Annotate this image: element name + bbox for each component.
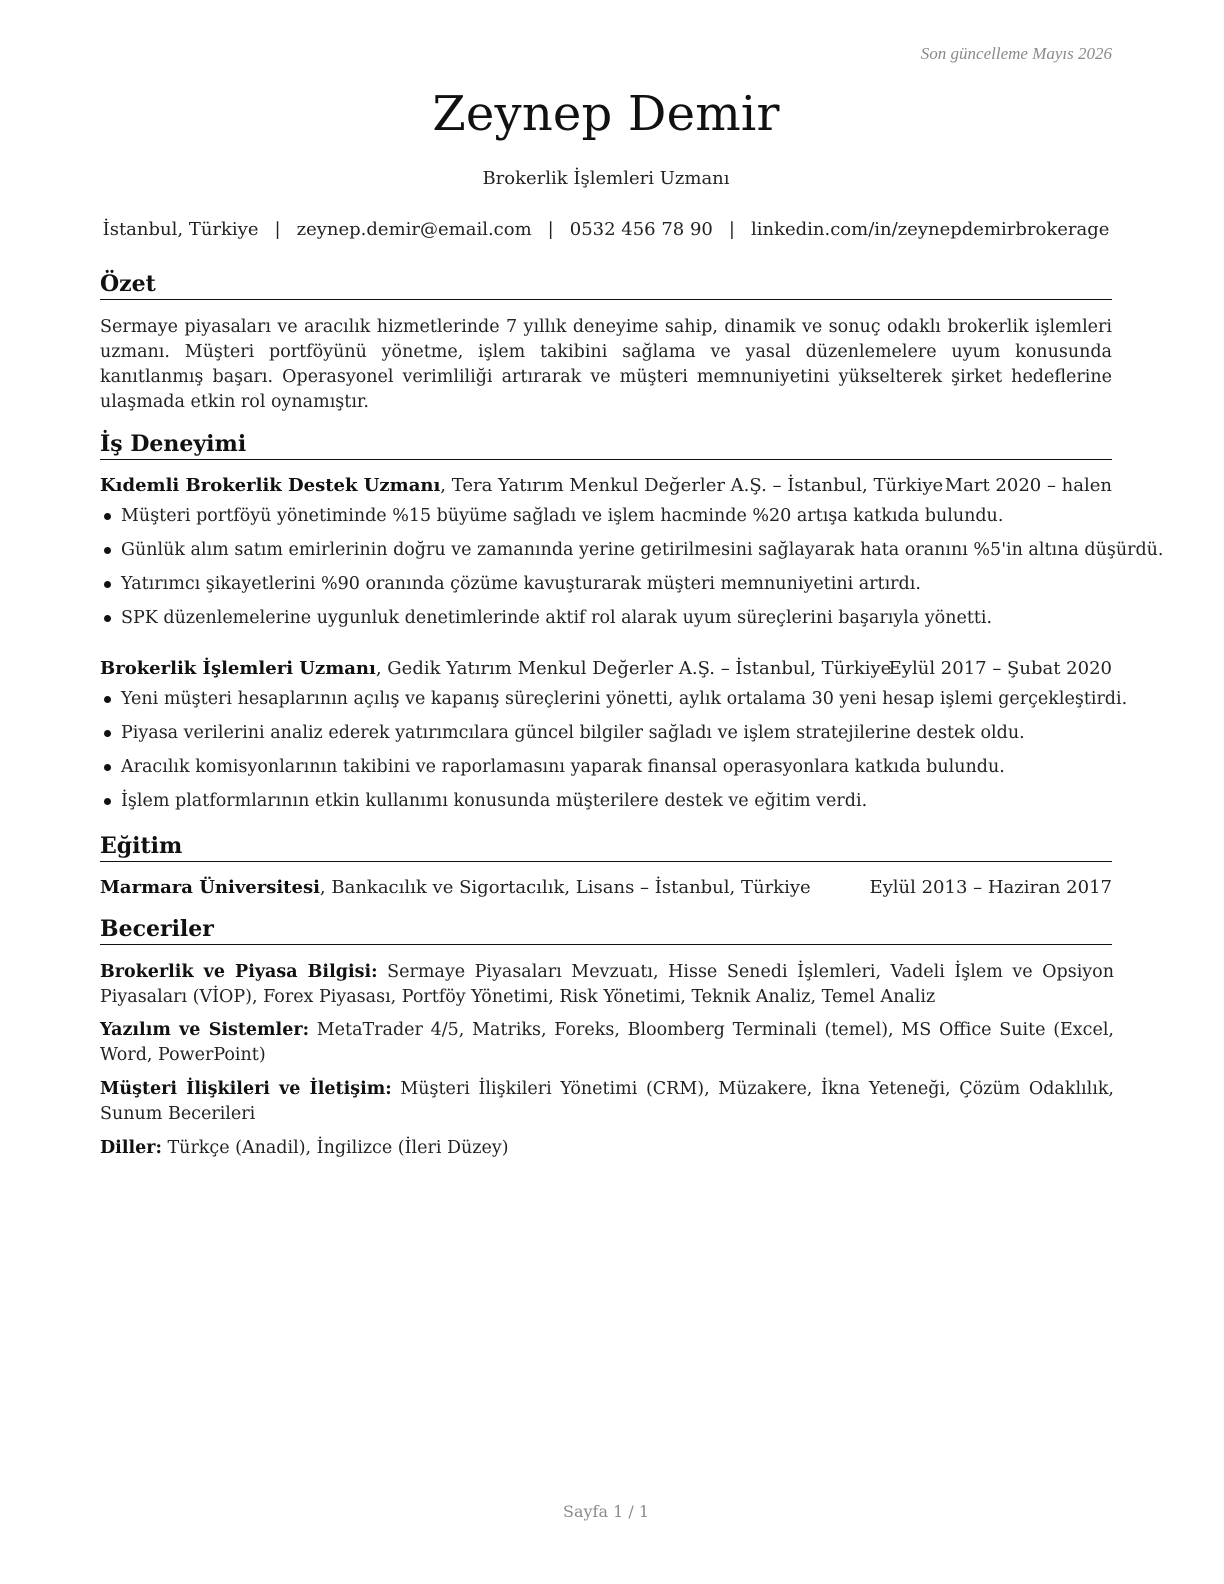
- list-item: [100, 687, 1128, 721]
- bullet-icon: [104, 581, 111, 588]
- skill-label: Diller:: [100, 1138, 162, 1158]
- bullet-icon: [104, 696, 111, 703]
- education-dates: Eylül 2013 – Haziran 2017: [869, 877, 1112, 898]
- job-role: Kıdemli Brokerlik Destek Uzmanı: [100, 475, 441, 496]
- skill-group-brokerage: [100, 960, 1114, 1010]
- contact-location: İstanbul, Türkiye: [102, 219, 259, 240]
- job-dates: Mart 2020 – halen: [944, 475, 1112, 496]
- skill-label: Müşteri İlişkileri ve İletişim:: [100, 1079, 392, 1099]
- job-header-1: [100, 474, 1112, 498]
- contact-separator: |: [728, 219, 735, 240]
- section-title-experience: İş Deneyimi: [100, 431, 1112, 460]
- bullet-text: SPK düzenlemelerine uygunluk denetimlerinde aktif rol alarak uyum süreçlerini başarıyla yönetti.: [121, 608, 993, 628]
- page-number: Sayfa 1 / 1: [562, 1502, 649, 1521]
- job-bullets-1: [100, 504, 1164, 640]
- education-entry: [100, 876, 1112, 900]
- job-company: , Gedik Yatırım Menkul Değerler A.Ş. – İstanbul, Türkiye: [375, 658, 892, 679]
- contact-phone[interactable]: 0532 456 78 90: [569, 219, 713, 240]
- degree-detail: , Bankacılık ve Sigortacılık, Lisans – İstanbul, Türkiye: [319, 877, 811, 898]
- list-item: [100, 504, 1120, 538]
- contact-separator: |: [547, 219, 554, 240]
- school-name: Marmara Üniversitesi: [100, 877, 320, 898]
- resume-page: [100, 0, 1164, 1584]
- contact-email[interactable]: zeynep.demir@email.com: [296, 219, 532, 240]
- skill-group-software: [100, 1018, 1114, 1068]
- section-title-summary: Özet: [100, 271, 1112, 300]
- candidate-headline: Brokerlik İşlemleri Uzmanı: [482, 168, 730, 189]
- job-role: Brokerlik İşlemleri Uzmanı: [100, 658, 376, 679]
- summary-text: Sermaye piyasaları ve aracılık hizmetlerinde 7 yıllık deneyime sahip, dinamik ve sonuç odaklı brokerlik işlemleri uzmanı. Müşteri portföyünü yönetme, işlem takibini sağlama ve yasal düzenlemelere uyum konusunda kanıtlanmış başarı. Operasyonel verimliliği artırarak ve müşteri memnuniyetini yükselterek şirket hedeflerine ulaşmada etkin rol oynamıştır.: [100, 317, 1112, 412]
- contact-separator: |: [274, 219, 281, 240]
- skill-group-languages: [100, 1136, 1114, 1161]
- bullet-icon: [104, 615, 111, 622]
- bullet-text: İşlem platformlarının etkin kullanımı konusunda müşterilere destek ve eğitim verdi.: [121, 791, 868, 811]
- contact-linkedin[interactable]: linkedin.com/in/zeynepdemirbrokerage: [750, 219, 1110, 240]
- section-title-education: Eğitim: [100, 833, 1112, 862]
- section-title-skills: Beceriler: [100, 916, 1112, 945]
- job-header-2: [100, 657, 1112, 681]
- job-bullets-2: [100, 687, 1128, 823]
- bullet-icon: [104, 513, 111, 520]
- bullet-icon: [104, 764, 111, 771]
- skill-group-client-relations: [100, 1077, 1114, 1127]
- bullet-text: Piyasa verilerini analiz ederek yatırımcılara güncel bilgiler sağladı ve işlem stratejilerine destek oldu.: [121, 723, 1025, 743]
- skill-text: Müşteri İlişkileri Yönetimi (CRM), Müzakere, İkna Yeteneği, Çözüm Odaklılık, Sunum Becerileri: [100, 1079, 1114, 1124]
- list-item: [100, 755, 1120, 789]
- job-dates: Eylül 2017 – Şubat 2020: [888, 658, 1112, 679]
- last-updated-note: Son güncelleme Mayıs 2026: [920, 44, 1112, 63]
- list-item: [100, 572, 1120, 606]
- skill-label: Brokerlik ve Piyasa Bilgisi:: [100, 962, 378, 982]
- bullet-text: Müşteri portföyü yönetiminde %15 büyüme sağladı ve işlem hacminde %20 artışa katkıda bulundu.: [121, 506, 1004, 526]
- list-item: [100, 721, 1120, 755]
- job-company: , Tera Yatırım Menkul Değerler A.Ş. – İstanbul, Türkiye: [440, 475, 944, 496]
- list-item: [100, 789, 1120, 823]
- bullet-text: Günlük alım satım emirlerinin doğru ve zamanında yerine getirilmesini sağlayarak hata oranını %5'in altına düşürdü.: [121, 540, 1164, 560]
- bullet-text: Yeni müşteri hesaplarının açılış ve kapanış süreçlerini yönetti, aylık ortalama 30 yeni hesap işlemi gerçekleştirdi.: [121, 689, 1128, 709]
- list-item: [100, 606, 1120, 640]
- skill-text: Sermaye Piyasaları Mevzuatı, Hisse Senedi İşlemleri, Vadeli İşlem ve Opsiyon Piyasaları (VİOP), Forex Piyasası, Portföy Yönetimi, Risk Yönetimi, Teknik Analiz, Temel Analiz: [100, 962, 1114, 1007]
- bullet-icon: [104, 730, 111, 737]
- candidate-name: Zeynep Demir: [432, 86, 780, 142]
- bullet-text: Aracılık komisyonlarının takibini ve raporlamasını yaparak finansal operasyonlara katkıda bulundu.: [121, 757, 1005, 777]
- contact-line: [100, 219, 1112, 240]
- skill-text: Türkçe (Anadil), İngilizce (İleri Düzey): [161, 1138, 509, 1158]
- bullet-icon: [104, 798, 111, 805]
- bullet-icon: [104, 547, 111, 554]
- skill-label: Yazılım ve Sistemler:: [100, 1020, 310, 1040]
- bullet-text: Yatırımcı şikayetlerini %90 oranında çözüme kavuşturarak müşteri memnuniyetini artırdı.: [121, 574, 921, 594]
- skill-text: MetaTrader 4/5, Matriks, Foreks, Bloomberg Terminali (temel), MS Office Suite (Excel, Word, PowerPoint): [100, 1020, 1114, 1065]
- list-item: [100, 538, 1164, 572]
